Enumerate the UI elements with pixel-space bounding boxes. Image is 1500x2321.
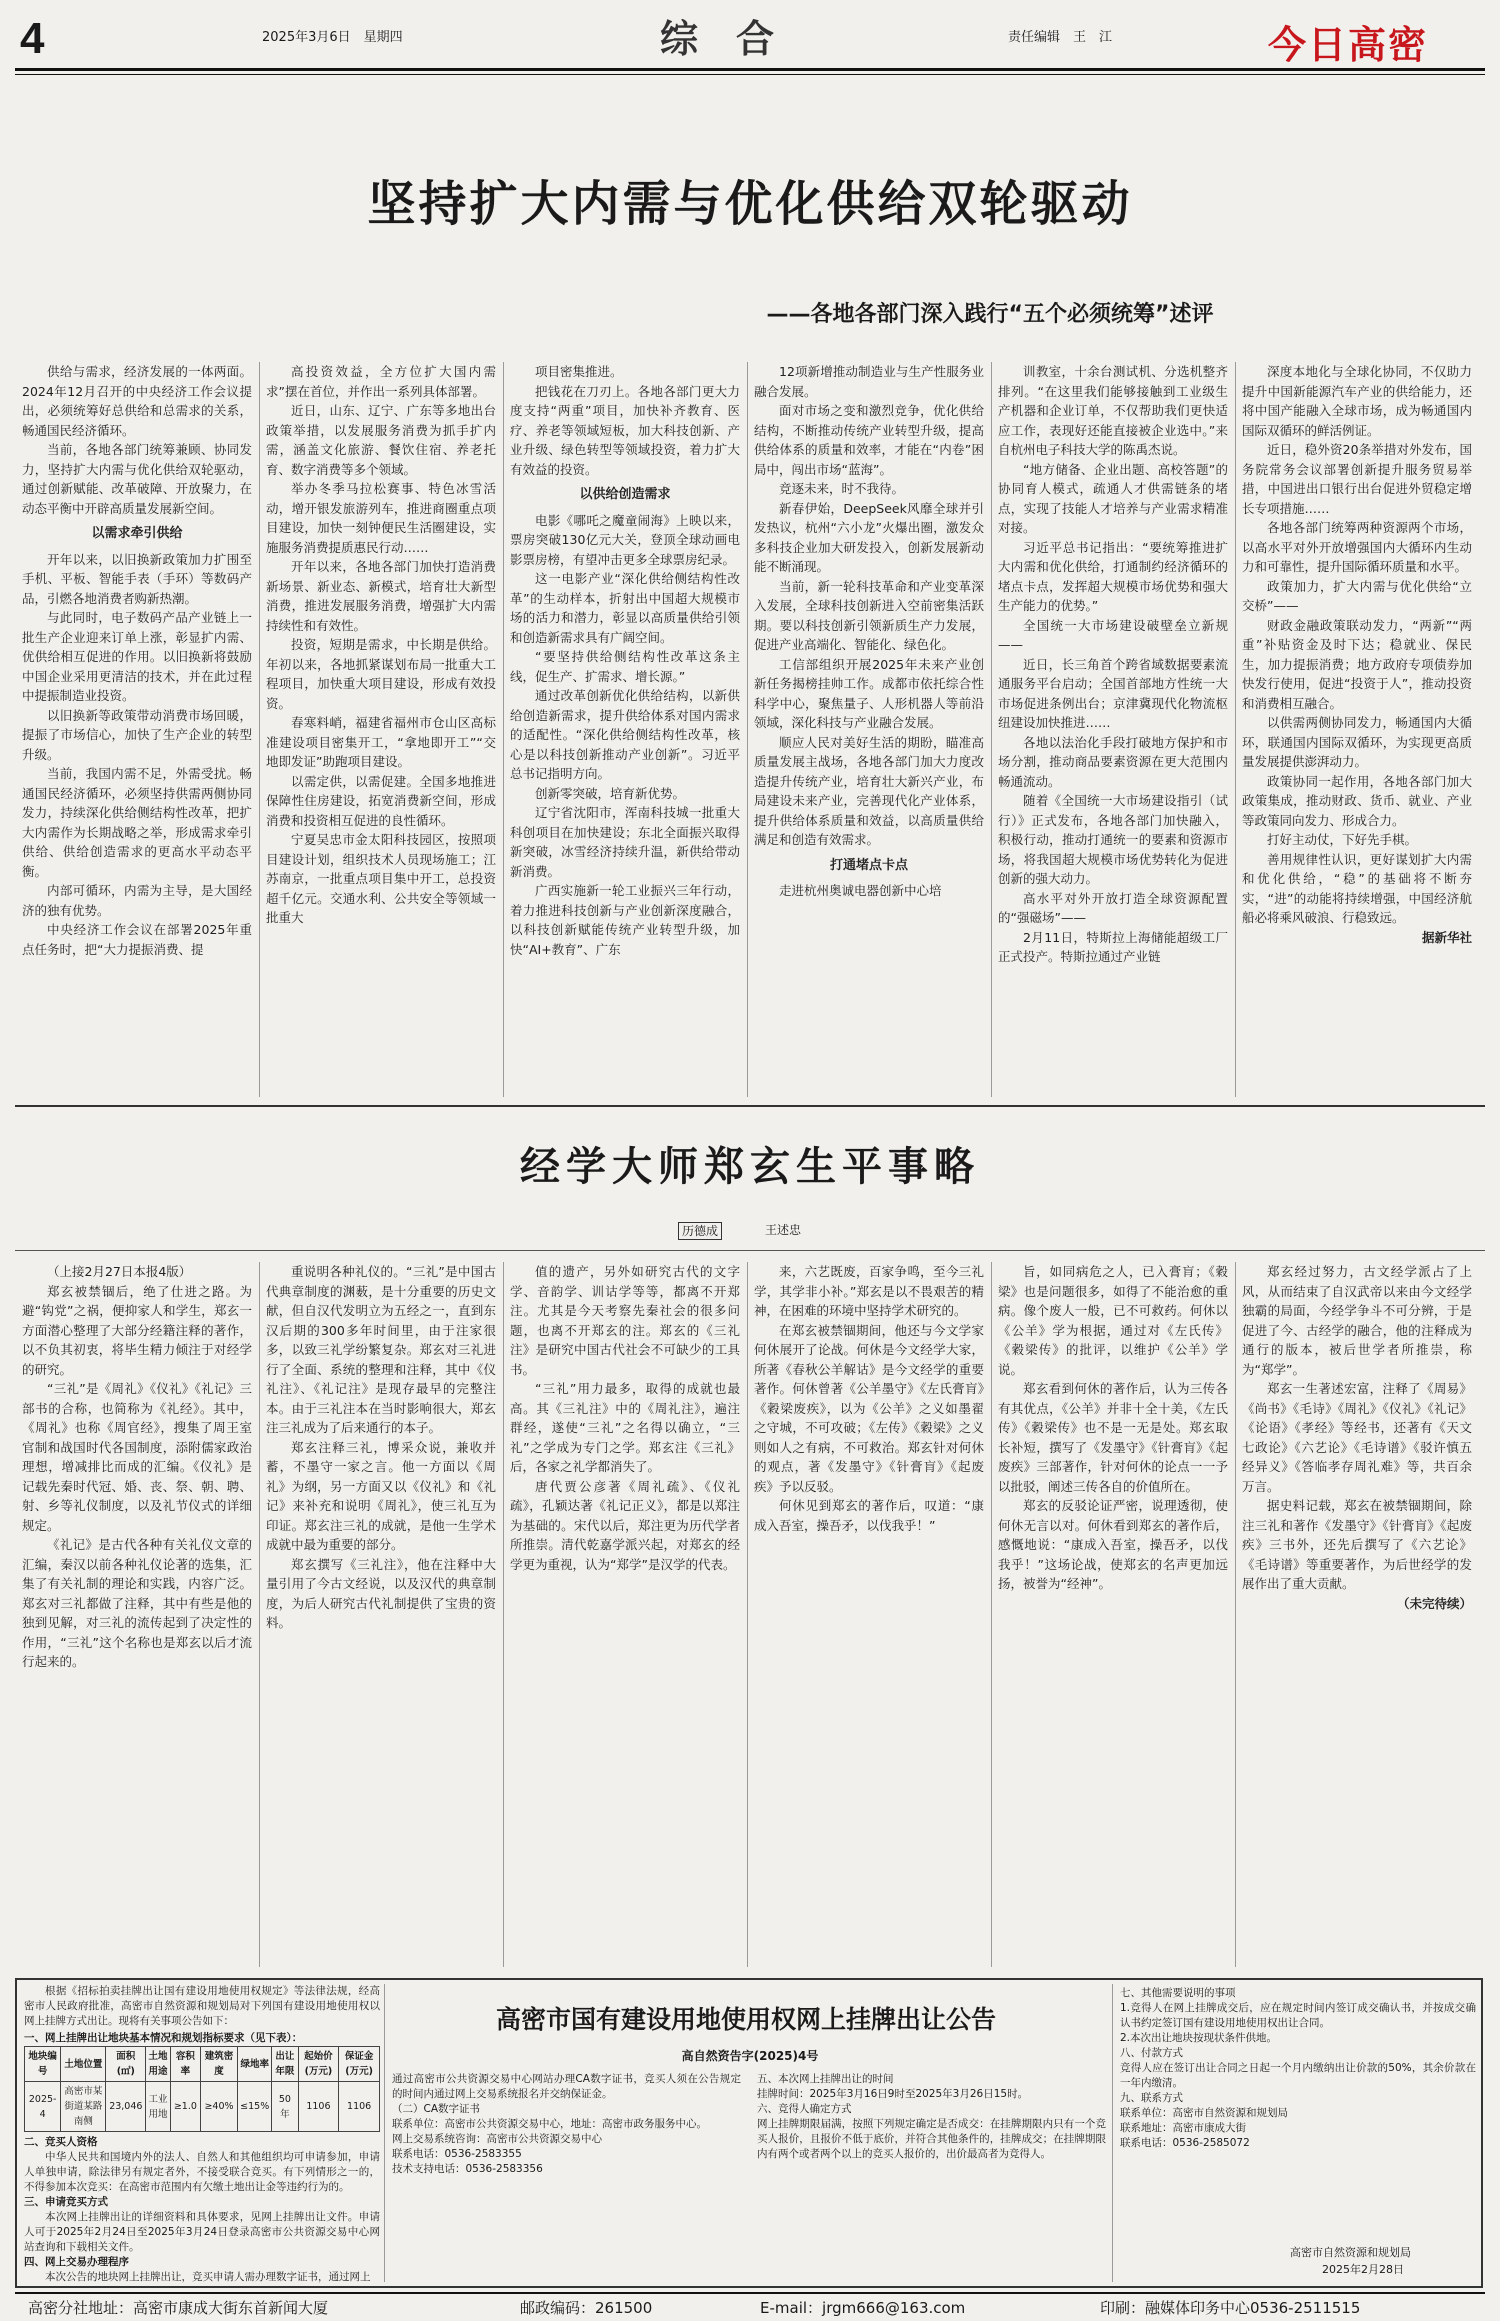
- table-row: [25, 2082, 380, 2132]
- table-header-cell: 土地位置: [61, 2047, 106, 2082]
- notice-sec3: 三、申请竞买方式: [24, 2196, 108, 2208]
- notice-divider-right: [1112, 1984, 1113, 2282]
- table-cell: 高密市某街道某路南侧: [61, 2082, 106, 2132]
- article2-column-5: [998, 1262, 1228, 1967]
- article2-column-1: [22, 1262, 252, 1967]
- notice-intro: 根据《招标拍卖挂牌出让国有建设用地使用权规定》等法律法规，经高密市人民政府批准，高密市自然资源和规划局对下列国有建设用地使用权以网上挂牌方式出让。现将有关事项公告如下：: [24, 1985, 380, 2027]
- table-header-cell: 面积(㎡): [106, 2047, 146, 2082]
- paragraph: 政策加力，扩大内需与优化供给“立交桥”——: [1242, 578, 1472, 613]
- notice-title: 高密市国有建设用地使用权网上挂牌出让公告: [495, 2005, 996, 2034]
- author-name: 王述忠: [765, 1223, 802, 1237]
- byline: （未完待续）: [1396, 1595, 1472, 1611]
- article1-column-6: [1242, 362, 1472, 1097]
- section-heading: 打通堵点卡点: [829, 857, 908, 873]
- paragraph: （上接2月27日本报4版）: [47, 1264, 192, 1279]
- article1-column-rule: [503, 362, 504, 1097]
- paragraph: 近日，山东、辽宁、广东等多地出台政策举措，以发展服务消费为抓手扩内需，涵盖文化旅游、餐饮住宿、养老托育、数字消费等多个领域。: [266, 403, 496, 477]
- paragraph: 高水平对外开放打造全球资源配置的“强磁场”——: [998, 890, 1228, 925]
- land-table: [24, 2046, 380, 2132]
- paragraph: 竞逐未来，时不我待。: [779, 481, 905, 496]
- table-cell: 工业用地: [146, 2082, 171, 2132]
- paragraph: 郑玄一生著述宏富，注释了《周易》《尚书》《毛诗》《周礼》《仪礼》《礼记》《论语》《孝经》等经书，还著有《天文七政论》《六艺论》《毛诗谱》《驳许慎五经异义》《答临孝存周礼难》等，共百余万言。: [1242, 1381, 1472, 1494]
- notice-mid-column: 通过高密市公共资源交易中心网站办理CA数字证书，竞买人须在公告规定的时间内通过网上交易系统报名并交纳保证金。 （二）CA数字证书 联系单位：高密市公共资源交易中心，地址：高密市政务服务中心。 网上交易系统咨询：高密市公共资源交易中心 联系电话：0536-2583355 技术支持电话：0536-2583356 五、本次网上挂牌出让的时间 挂牌时间：2025年3月16日9时至2025年3月26日15时。 六、竞得人确定方式 网上挂牌期限届满，按照下列规定确定是否成交：在挂牌期限内只有一个竞买人报价，且报价不低于底价，并符合其他条件的，挂牌成交；在挂牌期限内有两个或者两个以上的竞买人报价的，出价最高者为竞得人。: [392, 2073, 1106, 2175]
- paragraph: 开年以来，以旧换新政策加力扩围至手机、平板、智能手表（手环）等数码产品，引燃各地消费者购新热潮。: [22, 551, 252, 606]
- notice-sec2: 二、竞买人资格: [24, 2136, 98, 2148]
- paragraph: 宁夏吴忠市金太阳科技园区，按照项目建设计划，组织技术人员现场施工；江苏南京，一批重点项目集中开工，总投资超千亿元。交通水利、公共安全等领域一批重大: [266, 832, 496, 925]
- footer-email: E-mail：jrgm666@163.com: [760, 2299, 966, 2317]
- article2-column-rule: [747, 1262, 748, 1967]
- article1-column-5: [998, 362, 1228, 1097]
- notice-left-column: [24, 1984, 380, 2284]
- paragraph: 开年以来，各地各部门加快打造消费新场景、新业态、新模式，培育壮大新型消费，推进发展服务消费，增强扩大内需持续性和有效性。: [266, 559, 496, 633]
- article1-column-3: [510, 362, 740, 1097]
- paragraph: 财政金融政策联动发力，“两新”“两重”补贴资金及时下达；稳就业、保民生，加力提振消费；地方政府专项债券加快发行使用，促进“投资于人”，推动投资和消费相互融合。: [1242, 617, 1472, 711]
- paragraph: 工信部组织开展2025年未来产业创新任务揭榜挂帅工作。成都市依托综合性科学中心，聚焦量子、人形机器人等前沿领域，深化科技与产业融合发展。: [754, 656, 984, 730]
- table-header-cell: 建筑密度: [200, 2047, 237, 2082]
- paragraph: 以旧换新等政策带动消费市场回暖，提振了市场信心，加快了生产企业的转型升级。: [22, 707, 252, 762]
- paragraph: 何休见到郑玄的著作后，叹道：“康成入吾室，操吾矛，以伐我乎！”: [754, 1498, 984, 1533]
- article2-column-4: [754, 1262, 984, 1967]
- notice-right-column: 七、其他需要说明的事项 1.竞得人在网上挂牌成交后，应在规定时间内签订成交确认书，并按成交确认书约定签订国有建设用地使用权出让合同。 2.本次出让地块按现状条件供地。 八、付款方式 竞得人应在签订出让合同之日起一个月内缴纳出让价款的50%，其余价款在一年内缴清。 九、联系方式 联系单位：高密市自然资源和规划局 联系地址：高密市康成大街 联系电话：0536-2585072: [1120, 1987, 1476, 2149]
- paragraph: 通过改革创新优化供给结构，以新供给创造新需求，提升供给体系对国内需求的适配性。“深化供给侧结构性改革，核心是以科技创新推动产业创新”。习近平总书记指明方向。: [510, 688, 740, 781]
- paragraph: “三礼”是《周礼》《仪礼》《礼记》三部书的合称，也简称为《礼经》。其中，《周礼》也称《周官经》，搜集了周王室官制和战国时代各国制度，添附儒家政治理想，增减排比而成的汇编。《仪礼》是记载先秦时代冠、婚、丧、祭、朝、聘、射、乡等礼仪制度，以及礼节仪式的详细规定。: [22, 1381, 252, 1533]
- table-cell: 2025-4: [25, 2082, 61, 2132]
- article2-column-rule: [1235, 1262, 1236, 1967]
- paragraph: 各地各部门统筹两种资源两个市场，以高水平对外开放增强国内大循环内生动力和可靠性，提升国际循环质量和水平。: [1242, 520, 1472, 574]
- paragraph: 当前，我国内需不足，外需受扰。畅通国民经济循环，必须坚持供需两侧协同发力，持续深化供给侧结构性改革，把扩大内需作为长期战略之举，形成需求牵引供给、供给创造需求的更高水平动态平衡。: [22, 766, 252, 879]
- paragraph: 在郑玄被禁锢期间，他还与今文学家何休展开了论战。何休是今文经学大家，所著《春秋公羊解诂》是今文经学的重要著作。何休曾著《公羊墨守》《左氏膏肓》《穀梁废疾》，以为《公羊》之义如墨翟之守城，不可攻破；《左传》《穀梁》之义则如人之有病，不可救治。郑玄针对何休的观点，著《发墨守》《针膏肓》《起废疾》予以反驳。: [754, 1322, 984, 1494]
- paragraph: 深度本地化与全球化协同，不仅助力提升中国新能源汽车产业的供给能力，还将中国产能融入全球市场，成为畅通国内国际双循环的鲜活例证。: [1242, 364, 1472, 438]
- paragraph: 郑玄看到何休的著作后，认为三传各有其优点，《公羊》并非十全十美，《左氏传》《穀梁传》也不是一无是处。郑玄取长补短，撰写了《发墨守》《针膏肓》《起废疾》三部著作，针对何休的论点一一予以批驳，阐述三传各自的价值所在。: [998, 1381, 1228, 1494]
- notice-sec2-text: 中华人民共和国境内外的法人、自然人和其他组织均可申请参加，申请人单独申请，除法律另有规定者外，不接受联合竞买。有下列情形之一的，不得参加本次竞买：在高密市范围内有欠缴土地出让金等违约行为的。: [24, 2151, 380, 2193]
- table-cell: ≥40%: [200, 2082, 237, 2132]
- paragraph: 把钱花在刀刃上。各地各部门更大力度支持“两重”项目，加快补齐教育、医疗、养老等领域短板，加大科技创新、产业升级、绿色转型等领域投资，着力扩大有效益的投资。: [510, 383, 740, 477]
- article2-rule: [15, 1250, 1485, 1251]
- table-cell: 1106: [339, 2082, 380, 2132]
- table-header-cell: 保证金(万元): [339, 2047, 380, 2082]
- paragraph: 内部可循环，内需为主导，是大国经济的独有优势。: [22, 883, 252, 918]
- article1-column-rule: [747, 362, 748, 1097]
- notice-sec4: 四、网上交易办理程序: [24, 2256, 129, 2268]
- paragraph: 供给与需求，经济发展的一体两面。2024年12月召开的中央经济工作会议提出，必须统筹好总供给和总需求的关系，畅通国民经济循环。: [22, 364, 252, 438]
- paragraph: 广西实施新一轮工业振兴三年行动，着力推进科技创新与产业创新深度融合，以科技创新赋能传统产业转型升级，加快“AI+教育”、广东: [510, 883, 740, 957]
- table-cell: 50年: [272, 2082, 298, 2132]
- paragraph: 以需定供，以需促建。全国多地推进保障性住房建设，拓宽消费新空间，形成消费和投资相互促进的良性循环。: [266, 773, 496, 828]
- table-cell: ≥1.0: [170, 2082, 200, 2132]
- paragraph: 春寒料峭，福建省福州市仓山区高标准建设项目密集开工，“拿地即开工”“交地即发证”助跑项目建设。: [266, 715, 496, 769]
- table-header-cell: 地块编号: [25, 2047, 61, 2082]
- paragraph: 以供需两侧协同发力，畅通国内大循环，联通国内国际双循环，为实现更高质量发展提供澎湃动力。: [1242, 715, 1472, 769]
- article2-column-rule: [259, 1262, 260, 1967]
- paragraph: 郑玄撰写《三礼注》，他在注释中大量引用了今古文经说，以及汉代的典章制度，为后人研究古代礼制提供了宝贵的资料。: [266, 1556, 496, 1630]
- article-title: 坚持扩大内需与优化供给双轮驱动: [367, 176, 1133, 232]
- paragraph: 当前，各地各部门统筹兼顾、协同发力，坚持扩大内需与优化供给双轮驱动，通过创新赋能、改革破障、开放聚力，在动态平衡中开辟高质量发展新空间。: [22, 442, 252, 516]
- paragraph: 郑玄被禁锢后，绝了仕进之路。为避“钩党”之祸，便抑家人和学生，郑玄一方面潜心整理了大部分经籍注释的著作，以不负其初衷，将毕生精力倾注于对经学的研究。: [22, 1283, 252, 1377]
- section-heading: 以供给创造需求: [579, 487, 671, 502]
- notice-sec1: 一、网上挂牌出让地块基本情况和规划指标要求（见下表）：: [24, 2032, 303, 2044]
- paragraph: 政策协同一起作用，各地各部门加大政策集成，推动财政、货币、就业、产业等政策同向发力、形成合力。: [1242, 773, 1472, 828]
- paragraph: “要坚持供给侧结构性改革这条主线，促生产、扩需求、增长源。”: [510, 649, 740, 684]
- paragraph: 辽宁省沈阳市，浑南科技城一批重大科创项目在加快建设；东北全面振兴取得新突破，冰雪经济持续升温，新供给带动新消费。: [510, 805, 740, 879]
- article-divider: [15, 1105, 1485, 1107]
- paragraph: 习近平总书记指出：“要统筹推进扩大内需和优化供给，打通制约经济循环的堵点卡点，发挥超大规模市场优势和强大生产能力的优势。”: [998, 539, 1228, 613]
- paragraph: 举办冬季马拉松赛事、特色冰雪活动，增开银发旅游列车，推进商圈重点项目建设，加快一刻钟便民生活圈建设，实施服务消费提质惠民行动……: [266, 481, 496, 555]
- paragraph: 近日，稳外资20条举措对外发布，国务院常务会议部署创新提升服务贸易举措，中国进出口银行出台促进外贸稳定增长专项措施……: [1242, 442, 1472, 516]
- paragraph: “地方储备、企业出题、高校答题”的协同育人模式，疏通人才供需链条的堵点，实现了技能人才培养与产业需求精准对接。: [998, 461, 1228, 535]
- paragraph: 顺应人民对美好生活的期盼，瞄准高质量发展主战场，各地各部门加大力度改造提升传统产业，培育壮大新兴产业，布局建设未来产业，完善现代化产业体系，提升供给体系质量和效益，以高质量供给满足和创造有效需求。: [754, 734, 984, 847]
- article1-column-rule: [259, 362, 260, 1097]
- paragraph: 这一电影产业“深化供给侧结构性改革”的生动样本，折射出中国超大规模市场的活力和潜力，彰显以高质量供给引领和创造新需求具有广阔空间。: [510, 571, 740, 645]
- paragraph: 12项新增推动制造业与生产性服务业融合发展。: [754, 364, 984, 399]
- paragraph: 投资，短期是需求，中长期是供给。年初以来，各地抓紧谋划布局一批重大工程项目，加快重大项目建设，形成有效投资。: [266, 637, 496, 711]
- paragraph: 据史料记载，郑玄在被禁锢期间，除注三礼和著作《发墨守》《针膏肓》《起废疾》三书外，还先后撰写了《六艺论》《毛诗谱》等重要著作，为后世经学的发展作出了重大贡献。: [1242, 1498, 1472, 1591]
- paragraph: 值的遗产，另外如研究古代的文字学、音韵学、训诂学等等，都离不开郑注。尤其是今天考察先秦社会的很多问题，也离不开郑玄的注。郑玄的《三礼注》是研究中国古代社会不可缺少的工具书。: [510, 1264, 740, 1377]
- table-cell: 23,046: [106, 2082, 146, 2132]
- notice-sec4-text: 本次公告的地块网上挂牌出让，竞买申请人需办理数字证书，通过网上: [45, 2271, 371, 2283]
- paragraph: 旨，如同病危之人，已入膏肓；《穀梁》也是问题很多，如得了不能治愈的重病。像个废人一般，已不可救药。何休以《公羊》学为根据，通过对《左氏传》《穀梁传》的批评，以维护《公羊》学说。: [998, 1264, 1228, 1377]
- paragraph: 当前，新一轮科技革命和产业变革深入发展，全球科技创新进入空前密集活跃期。要以科技创新引领新质生产力发展，促进产业高端化、智能化、绿色化。: [754, 578, 984, 652]
- paragraph: 打好主动仗，下好先手棋。: [1267, 832, 1418, 847]
- paragraph: 随着《全国统一大市场建设指引（试行）》正式发布，各地各部门加快融入，积极行动，推动打通统一的要素和资源市场，将我国超大规模市场优势转化为促进创新的强大动力。: [998, 793, 1228, 886]
- paragraph: 2月11日，特斯拉上海储能超级工厂正式投产。特斯拉通过产业链: [998, 929, 1228, 964]
- paragraph: 各地以法治化手段打破地方保护和市场分割，推动商品要素资源在更大范围内畅通流动。: [998, 734, 1228, 789]
- paragraph: 郑玄注释三礼，博采众说，兼收并蓄，不墨守一家之言。他一方面以《周礼》为纲，另一方面又以《仪礼》和《礼记》来补充和说明《周礼》，使三礼互为印证。郑玄注三礼的成就，是他一生学术成就中最为重要的部分。: [266, 1439, 496, 1552]
- paragraph: 《礼记》是古代各种有关礼仪文章的汇编，秦汉以前各种礼仪论著的选集，汇集了有关礼制的理论和实践，内容广泛。郑玄对三礼都做了注释，其中有些是他的独到见解，对三礼的流传起到了决定性的作用，“三礼”这个名称也是郑玄以后才流行起来的。: [22, 1537, 252, 1669]
- notice-sec3-text: 本次网上挂牌出让的详细资料和具体要求，见网上挂牌出让文件。申请人可于2025年2月24日至2025年3月24日登录高密市公共资源交易中心网站查询和下载相关文件。: [24, 2211, 380, 2253]
- paragraph: 创新零突破，培育新优势。: [535, 785, 686, 801]
- paragraph: 项目密集推进。: [535, 364, 623, 379]
- notice-divider-left: [384, 1984, 385, 2282]
- paragraph: 训教室，十余台测试机、分选机整齐排列。“在这里我们能够接触到工业级生产机器和企业订单，不仅帮助我们更快适应工作，表现好还能直接被企业选中。”来自杭州电子科技大学的陈禹杰说。: [998, 364, 1228, 457]
- notice-date: 2025年2月28日: [1322, 2263, 1404, 2276]
- paragraph: “三礼”用力最多，取得的成就也最高。其《三礼注》中的《周礼注》，遍注群经，遂使“三礼”之名得以确立，“三礼”之学成为专门之学。郑玄注《三礼》后，各家之礼学都消失了。: [510, 1381, 740, 1474]
- article2-column-rule: [503, 1262, 504, 1967]
- table-cell: 1106: [298, 2082, 339, 2132]
- newspaper-logo: 今日高密: [1268, 22, 1429, 67]
- article1-column-rule: [991, 362, 992, 1097]
- paragraph: 近日，长三角首个跨省域数据要素流通服务平台启动；全国首部地方性统一大市场促进条例出台；京津冀现代化物流枢纽建设加快推进……: [998, 656, 1228, 730]
- paragraph: 郑玄的反驳论证严密，说理透彻，使何休无言以对。何休看到郑玄的著作后，感慨地说：“康成入吾室，操吾矛，以伐我乎！”这场论战，使郑玄的名声更加远扬，被誉为“经神”。: [998, 1498, 1228, 1591]
- paragraph: 善用规律性认识，更好谋划扩大内需和优化供给，“稳”的基础将不断夯实，“进”的动能将持续增强，中国经济航船必将乘风破浪、行稳致远。: [1242, 851, 1472, 925]
- paragraph: 走进杭州奥诚电器创新中心培: [779, 883, 942, 898]
- paragraph: 来，六艺既废，百家争鸣，至今三礼学，其学非小补。”郑玄是以不畏艰苦的精神，在困难的环境中坚持学术研究的。: [754, 1264, 984, 1318]
- table-header-cell: 容积率: [170, 2047, 200, 2082]
- paragraph: 高投资效益，全方位扩大国内需求”摆在首位，并作出一系列具体部署。: [266, 364, 496, 399]
- paragraph: 重说明各种礼仪的。“三礼”是中国古代典章制度的渊薮，是十分重要的历史文献，但自汉代发明立为五经之一，直到东汉后期的300多年时间里，由于注家很多，以致三礼学纷繁复杂。郑玄对三礼进行了全面、系统的整理和注释，其中《仪礼注》、《礼记注》是现存最早的完整注本。由于三礼注本在当时影响很大，郑玄注三礼成为了后来通行的本子。: [266, 1264, 496, 1435]
- article1-column-2: [266, 362, 496, 1097]
- author-tag: 历德成: [678, 1222, 722, 1240]
- paragraph: 唐代贾公彦著《周礼疏》、《仪礼疏》，孔颖达著《礼记正义》，都是以郑注为基础的。宋代以后，郑注更为历代学者所推崇。清代乾嘉学派兴起，对郑玄的经学更为重视，认为“郑学”是汉学的代表。: [510, 1478, 740, 1572]
- footer-print: 印刷：融媒体印务中心0536-2511515: [1100, 2299, 1361, 2317]
- article2-column-3: [510, 1262, 740, 1967]
- notice-docno: 高自然资告字(2025)4号: [681, 2049, 819, 2063]
- paragraph: 全国统一大市场建设破壁垒立新规——: [998, 617, 1228, 652]
- paragraph: 电影《哪吒之魔童闹海》上映以来，票房突破130亿元大关，登顶全球动画电影票房榜，有望冲击更多全球票房纪录。: [510, 512, 740, 567]
- issue-date: 2025年3月6日 星期四: [262, 30, 403, 45]
- paragraph: 面对市场之变和激烈竞争，优化供给结构，不断推动传统产业转型升级，提高供给体系的质量和效率，才能在“内卷”困局中，闯出市场“蓝海”。: [754, 403, 984, 477]
- paragraph: 与此同时，电子数码产品产业链上一批生产企业迎来订单上涨，彰显扩内需、优供给相互促进的作用。以旧换新将鼓励中国企业采用更清洁的技术，并在此过程中提振制造业投资。: [22, 610, 252, 703]
- header-rule-thin: [15, 74, 1485, 75]
- section-heading: 以需求牵引供给: [91, 526, 183, 541]
- notice-signer: 高密市自然资源和规划局: [1290, 2246, 1411, 2259]
- paragraph: 郑玄经过努力，古文经学派占了上风，从而结束了自汉武帝以来由今文经学独霸的局面，今经学争斗不可分辨，于是促进了今、古经学的融合，他的注释成为通行的版本，被后世学者所推崇，称为“郑学”。: [1242, 1264, 1472, 1377]
- table-header-cell: 起始价(万元): [298, 2047, 339, 2082]
- article1-column-1: [22, 362, 252, 1097]
- paragraph: 中央经济工作会议在部署2025年重点任务时，把“大力提振消费、提: [22, 922, 252, 957]
- table-header-cell: 出让年限: [272, 2047, 298, 2082]
- editor-name: 责任编辑 王 江: [1008, 30, 1113, 45]
- table-header-cell: 土地用途: [146, 2047, 171, 2082]
- byline: 据新华社: [1421, 929, 1472, 945]
- article2-title: 经学大师郑玄生平事略: [520, 1143, 980, 1190]
- article2-column-6: [1242, 1262, 1472, 1967]
- article2-column-2: [266, 1262, 496, 1967]
- table-header-cell: 绿地率: [238, 2047, 272, 2082]
- footer-address: 高密分社地址：高密市康成大街东首新闻大厦: [28, 2299, 329, 2317]
- article2-column-rule: [991, 1262, 992, 1967]
- article1-column-rule: [1235, 362, 1236, 1097]
- section-name: 综 合: [660, 16, 775, 61]
- article1-column-4: [754, 362, 984, 1097]
- page-number: 4: [20, 14, 45, 63]
- footer-rule: [15, 2292, 1485, 2294]
- article-subtitle: ——各地各部门深入践行“五个必须统筹”述评: [766, 302, 1214, 327]
- footer-postcode: 邮政编码：261500: [520, 2299, 653, 2317]
- paragraph: 新春伊始，DeepSeek风靡全球并引发热议，杭州“六小龙”火爆出圈，激发众多科技企业加大研发投入，创新发展新动能不断涌现。: [754, 500, 984, 574]
- table-cell: ≤15%: [238, 2082, 272, 2132]
- header-rule: [15, 68, 1485, 71]
